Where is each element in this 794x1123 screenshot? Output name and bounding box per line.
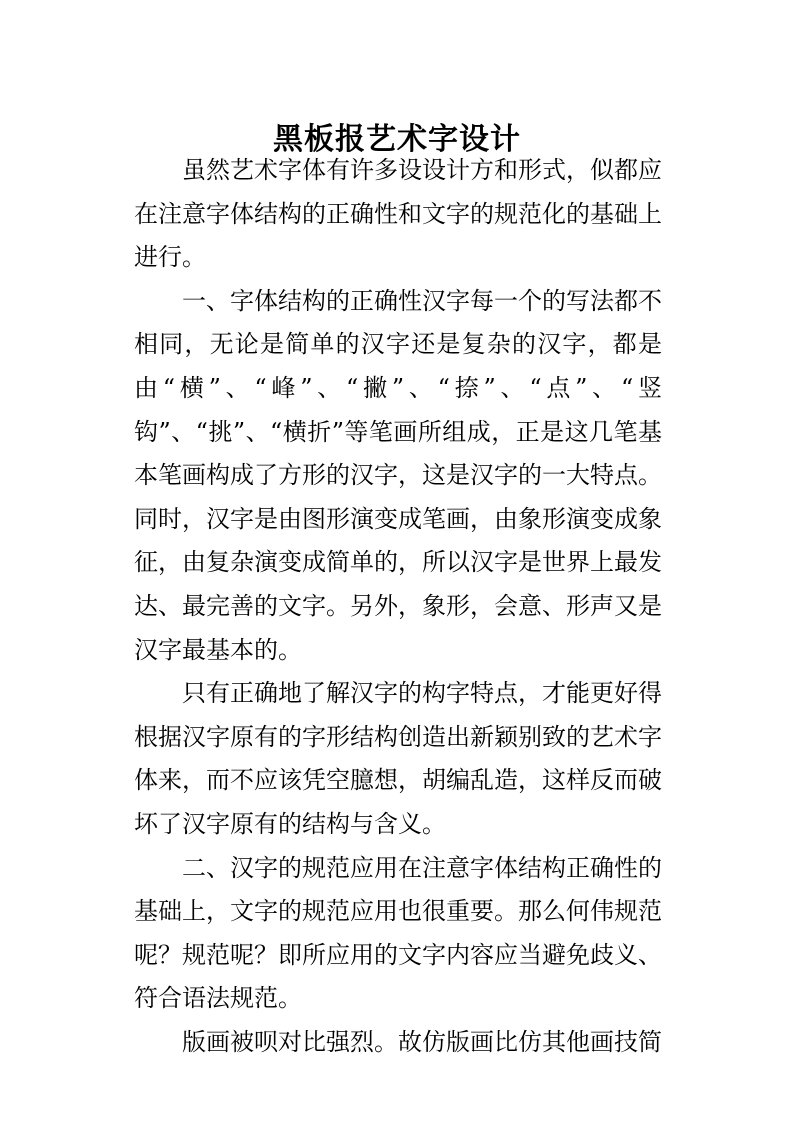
paragraph-structure: 一、字体结构的正确性汉字每一个的写法都不相同，无论是简单的汉字还是复杂的汉字，都是由“横”、“峰”、“撇”、“捺”、“点”、“竖钩”、“挑”、“横折”等笔画所组成，正是这几笔基本笔画构成了方形的汉字，这是汉字的一大特点。同时，汉字是由图形演变成笔画，由象形演变成象征，由复杂演变成简单的，所以汉字是世界上最发达、最完善的文字。另外，象形，会意、形声又是汉字最基本的。 bbox=[134, 286, 662, 664]
paragraph-print-style: 版画被呗对比强烈。故仿版画比仿其他画技简 bbox=[182, 1027, 662, 1056]
document-body bbox=[134, 149, 662, 1065]
document-title: 黑板报艺术字设计 bbox=[273, 122, 521, 158]
paragraph-intro: 虽然艺术字体有许多设设计方和形式，似都应在注意字体结构的正确性和文字的规范化的基础上进行。 bbox=[134, 156, 662, 272]
paragraph-understanding: 只有正确地了解汉字的构字特点，才能更好得根据汉字原有的字形结构创造出新颖别致的艺术字体来，而不应该凭空臆想，胡编乱造，这样反而破坏了汉字原有的结构与含义。 bbox=[134, 679, 662, 838]
paragraph-standard-usage: 二、汉字的规范应用在注意字体结构正确性的基础上，文字的规范应用也很重要。那么何伟规范呢？规范呢？即所应用的文字内容应当避免歧义、符合语法规范。 bbox=[134, 853, 662, 1013]
